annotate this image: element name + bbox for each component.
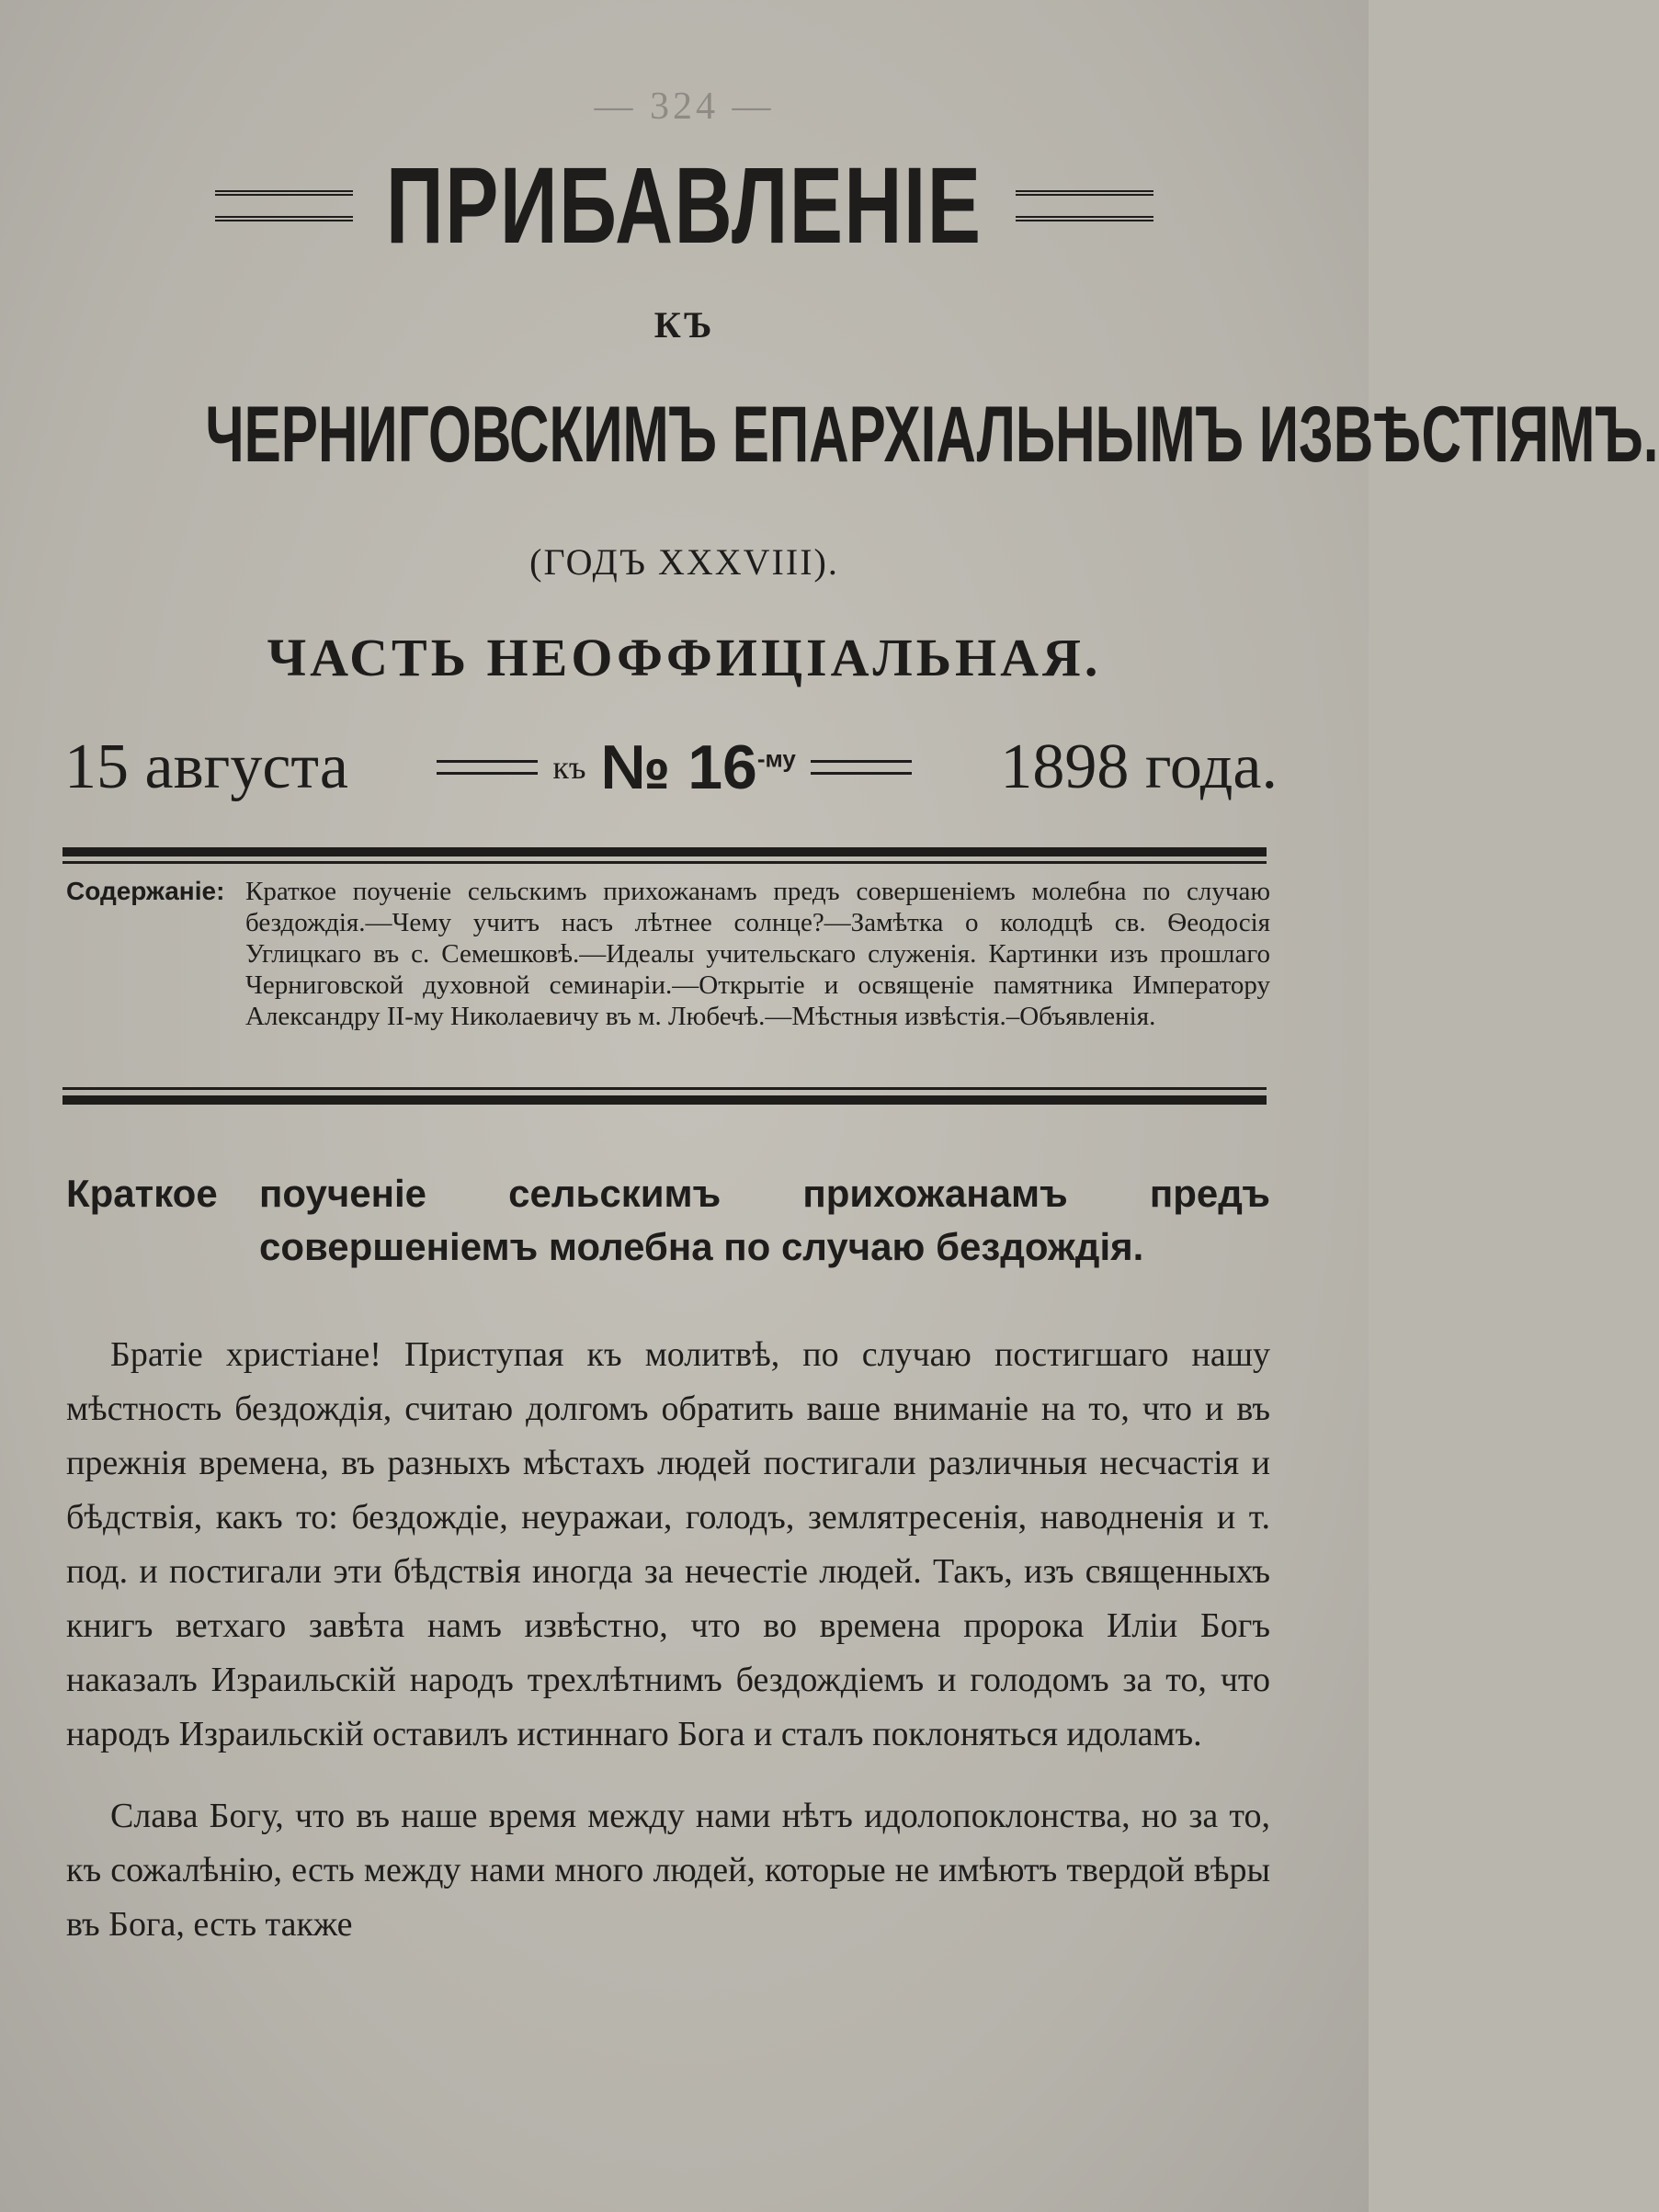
- article-title: [66, 1167, 1270, 1274]
- title-ornament-right: [1016, 190, 1153, 221]
- rule-bottom-thick: [62, 1095, 1267, 1105]
- dash-ornament: [811, 760, 912, 775]
- article-title-lead: Краткое: [66, 1172, 218, 1215]
- issue-date: 15 августа: [64, 732, 348, 802]
- page-title: ПРИБАВЛЕНІЕ: [386, 145, 983, 267]
- issue-number: [601, 732, 796, 803]
- issue-year: 1898 года.: [1000, 732, 1278, 802]
- paragraph: Слава Богу, что въ наше время между нами нѣтъ идолопоклонства, но за то, къ сожалѣнію, есть между нами много людей, которые не имѣютъ твердой вѣры въ Бога, есть также: [66, 1797, 1270, 1944]
- rule-top-thin: [62, 861, 1267, 864]
- rule-top-thick: [62, 847, 1267, 856]
- issue-number-group: [437, 732, 911, 803]
- journal-subtitle: ЧЕРНИГОВСКИМЪ ЕПАРХІАЛЬНЫМЪ ИЗВѢСТІЯМЪ.: [205, 391, 1659, 479]
- issue-line: [64, 726, 1278, 809]
- issue-number-value: № 16: [600, 732, 757, 802]
- contents-block: [66, 876, 1270, 1032]
- issue-number-suffix: -му: [756, 744, 796, 773]
- year-line: (ГОДЪ XXXVIII).: [529, 541, 839, 583]
- title-preposition: КЪ: [653, 304, 715, 346]
- issue-preposition: къ: [552, 749, 586, 786]
- part-heading: ЧАСТЬ НЕОФФИЦІАЛЬНАЯ.: [267, 628, 1102, 687]
- title-ornament-left: [215, 190, 353, 221]
- contents-text: Краткое поученіе сельскимъ прихожанамъ предъ совершеніемъ молебна по случаю бездождія.—Чему учитъ насъ лѣтнее солнце?—Замѣтка о колодцѣ св. Ѳеодосія Углицкаго въ с. Семешковѣ.—Идеалы учительскаго служенія. Картинки изъ прошлаго Черниговской духовной семинаріи.—Открытіе и освященіе памятника Императору Александру II-му Николаевичу въ м. Любечѣ.—Мѣстныя извѣстія.–Объявленія.: [245, 877, 1270, 1031]
- rule-bottom-thin: [62, 1087, 1267, 1090]
- article-body: [66, 1328, 1270, 1979]
- contents-label: Содержаніе:: [66, 877, 225, 905]
- title-row: [0, 145, 1369, 267]
- paragraph: Братіе христіане! Приступая къ молитвѣ, по случаю постигшаго нашу мѣстность бездождія, считаю долгомъ обратить ваше вниманіе на то, что и въ прежнія времена, въ разныхъ мѣстахъ людей постигали различныя несчастія и бѣдствія, какъ то: бездождіе, неуражаи, голодъ, землятресенія, наводненія и т. под. и постигали эти бѣдствія иногда за нечестіе людей. Такъ, изъ священныхъ книгъ ветхаго завѣта намъ извѣстно, что во времена пророка Иліи Богъ наказалъ Израильскій народъ трехлѣтнимъ бездождіемъ и голодомъ за то, что народъ Израильскій оставилъ истиннаго Бога и сталъ поклоняться идоламъ.: [66, 1335, 1270, 1753]
- article-title-rest: поученіе сельскимъ прихожанамъ предъ совершеніемъ молебна по случаю бездождія.: [259, 1172, 1270, 1268]
- page-number: — 324 —: [594, 85, 775, 128]
- dash-ornament: [437, 760, 538, 775]
